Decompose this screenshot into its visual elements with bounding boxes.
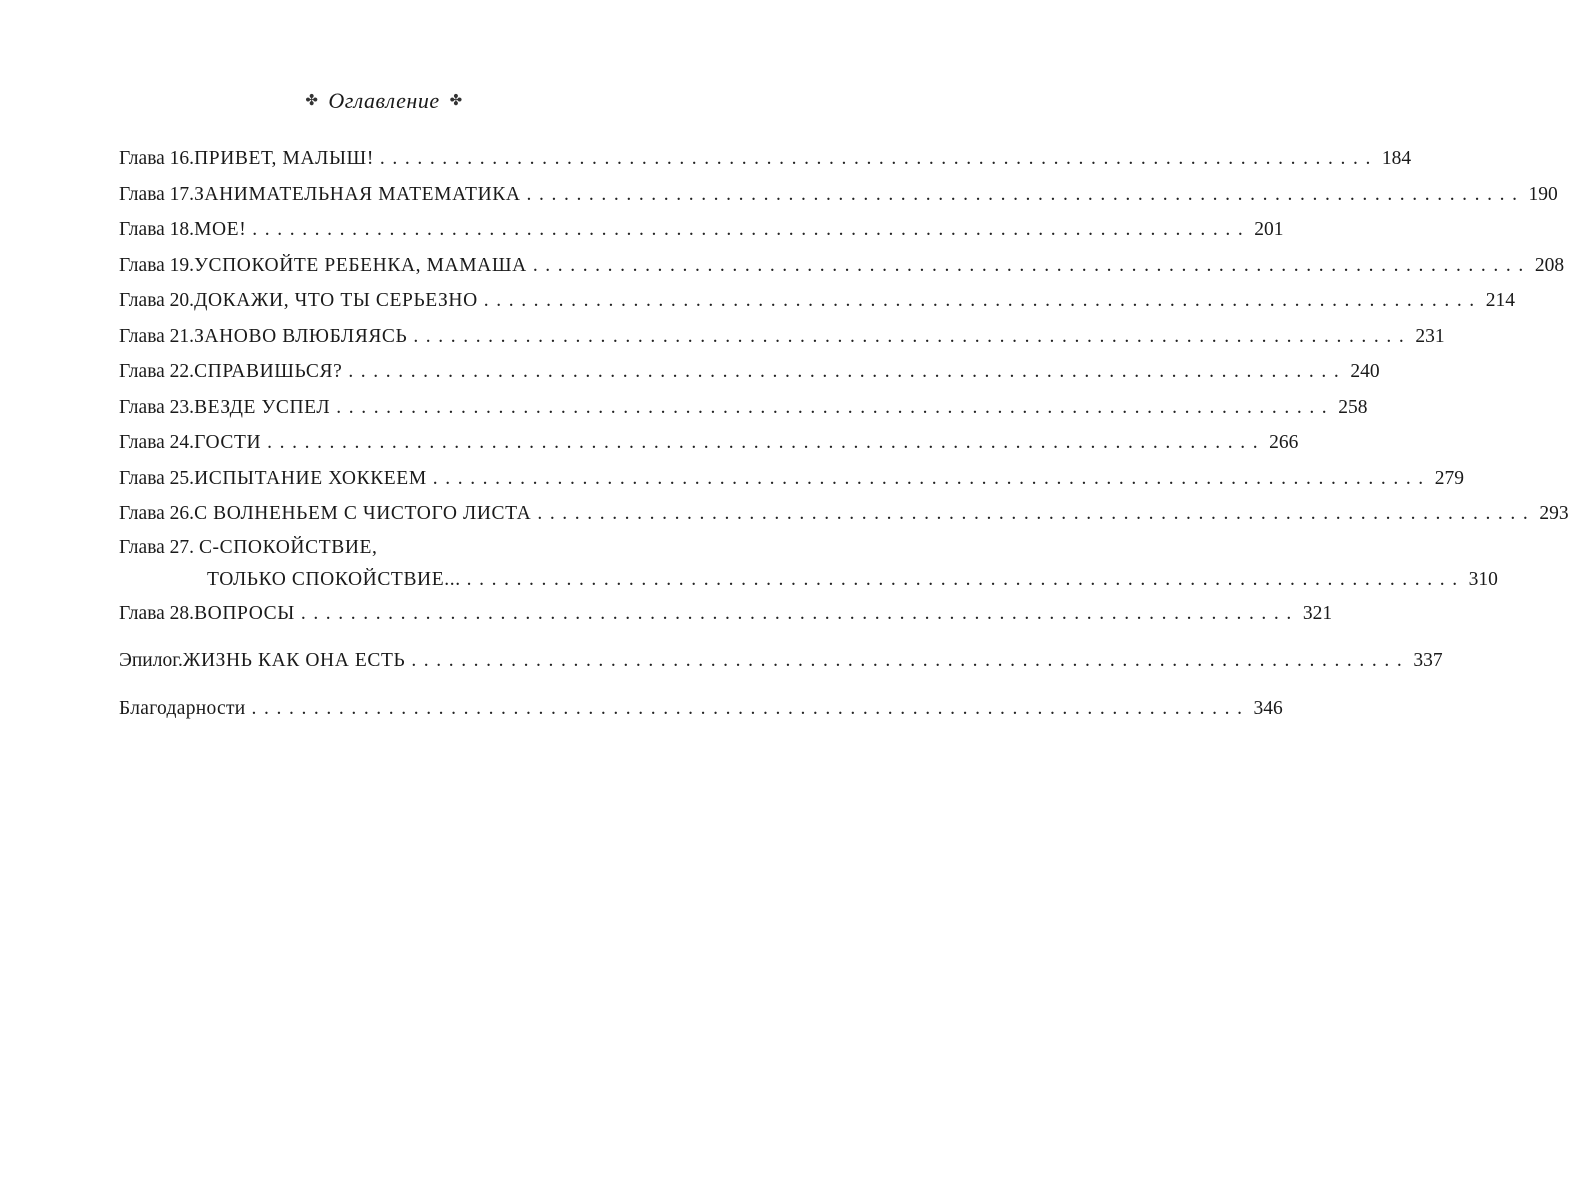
chapter-prefix: Глава 25. [119, 467, 195, 489]
chapter-title: ЗАНИМАТЕЛЬНАЯ МАТЕМАТИКА [194, 183, 521, 205]
page-number: 201 [1254, 219, 1284, 240]
chapter-title: СПРАВИШЬСЯ? [194, 361, 343, 382]
chapter-prefix: Глава 27. [119, 536, 199, 558]
dot-leader: ................................................................................ [532, 254, 1531, 276]
ornament-right-icon: ✤ [449, 93, 463, 109]
table-of-contents [119, 141, 1569, 726]
dot-leader: ................................................................................ [267, 432, 1266, 453]
page-number: 293 [1539, 503, 1569, 524]
chapter-prefix: Глава 22. [119, 361, 195, 382]
page-header [0, 88, 768, 114]
chapter-title: ПРИВЕТ, МАЛЫШ! [194, 148, 374, 169]
dot-leader: ................................................................................ [348, 361, 1347, 382]
dot-leader: ................................................................................ [432, 467, 1431, 489]
page-number: 310 [1468, 568, 1498, 590]
chapter-prefix: Глава 21. [119, 325, 195, 347]
page-title: Оглавление [328, 88, 440, 113]
section-gap [119, 679, 685, 691]
page-number: 346 [1253, 697, 1283, 719]
dot-leader: ................................................................................ [251, 697, 1250, 719]
page-number: 231 [1415, 325, 1445, 347]
chapter-prefix: Глава 20. [119, 290, 195, 311]
toc-entry-ch25[interactable] [119, 461, 1465, 497]
toc-entry-ch16[interactable] [119, 141, 1412, 177]
dot-leader: ................................................................................ [466, 568, 1465, 590]
page-number: 337 [1413, 650, 1443, 671]
epilogue-title: ЖИЗНЬ КАК ОНА ЕСТЬ [182, 650, 406, 671]
chapter-title: С ВОЛНЕНЬЕМ С ЧИСТОГО ЛИСТА [194, 503, 532, 524]
toc-entry-ch19[interactable] [119, 248, 1565, 284]
chapter-title-line2: ТОЛЬКО СПОКОЙСТВИЕ... [207, 568, 461, 590]
toc-entry-ch21[interactable] [119, 319, 1445, 355]
chapter-title: ДОКАЖИ, ЧТО ТЫ СЕРЬЕЗНО [194, 290, 478, 311]
chapter-title: УСПОКОЙТЕ РЕБЕНКА, МАМАША [194, 254, 527, 276]
chapter-title: ИСПЫТАНИЕ ХОККЕЕМ [194, 467, 427, 489]
chapter-title: ЗАНОВО ВЛЮБЛЯЯСЬ [194, 325, 408, 347]
page-number: 321 [1302, 602, 1333, 624]
chapter-title: ГОСТИ [194, 432, 262, 453]
page-number: 258 [1338, 396, 1368, 418]
dot-leader: ................................................................................ [483, 290, 1482, 311]
page-number: 240 [1350, 361, 1380, 382]
thanks-title: Благодарности [119, 697, 246, 719]
dot-leader: ................................................................................ [537, 503, 1536, 524]
chapter-title: МОЕ! [194, 219, 247, 240]
toc-entry-ch24[interactable] [119, 425, 1299, 461]
toc-entry-ch20[interactable] [119, 283, 1516, 319]
dot-leader: ................................................................................ [411, 650, 1410, 671]
page-number: 279 [1434, 467, 1465, 489]
page-number: 184 [1381, 148, 1412, 169]
page-number: 208 [1534, 254, 1565, 276]
ornament-left-icon: ✤ [305, 93, 319, 109]
dot-leader: ................................................................................ [252, 219, 1251, 240]
dot-leader: ................................................................................ [413, 325, 1412, 347]
chapter-prefix: Глава 19. [119, 254, 195, 276]
toc-entry-ch17[interactable] [119, 177, 1558, 213]
dot-leader: ................................................................................ [300, 602, 1299, 624]
toc-entry-epilogue[interactable] [119, 643, 1443, 679]
toc-entry-ch28[interactable] [119, 596, 1333, 632]
chapter-prefix: Глава 17. [119, 183, 195, 205]
toc-entry-ch22[interactable] [119, 354, 1380, 390]
toc-entry-ch23[interactable] [119, 390, 1368, 426]
toc-entry-ch27[interactable] [119, 532, 1498, 596]
section-gap [119, 631, 685, 643]
chapter-prefix: Глава 28. [119, 602, 195, 624]
dot-leader: ................................................................................ [336, 396, 1335, 418]
chapter-prefix: Глава 24. [119, 432, 195, 453]
chapter-prefix: Глава 26. [119, 503, 195, 524]
toc-entry-ch26[interactable] [119, 496, 1569, 532]
chapter-title-line1: С-СПОКОЙСТВИЕ, [198, 536, 378, 558]
chapter-title: ВОПРОСЫ [194, 602, 295, 624]
page-number: 190 [1528, 183, 1558, 205]
page-number: 214 [1485, 290, 1516, 311]
chapter-title: ВЕЗДЕ УСПЕЛ [194, 396, 331, 418]
epilogue-prefix: Эпилог. [119, 650, 183, 671]
chapter-prefix: Глава 23. [119, 396, 195, 418]
toc-entry-thanks[interactable] [119, 691, 1283, 727]
chapter-prefix: Глава 16. [119, 148, 195, 169]
dot-leader: ................................................................................ [379, 148, 1378, 169]
toc-entry-ch18[interactable] [119, 212, 1284, 248]
page-number: 266 [1269, 432, 1299, 453]
dot-leader: ................................................................................ [526, 183, 1525, 205]
chapter-prefix: Глава 18. [119, 219, 195, 240]
